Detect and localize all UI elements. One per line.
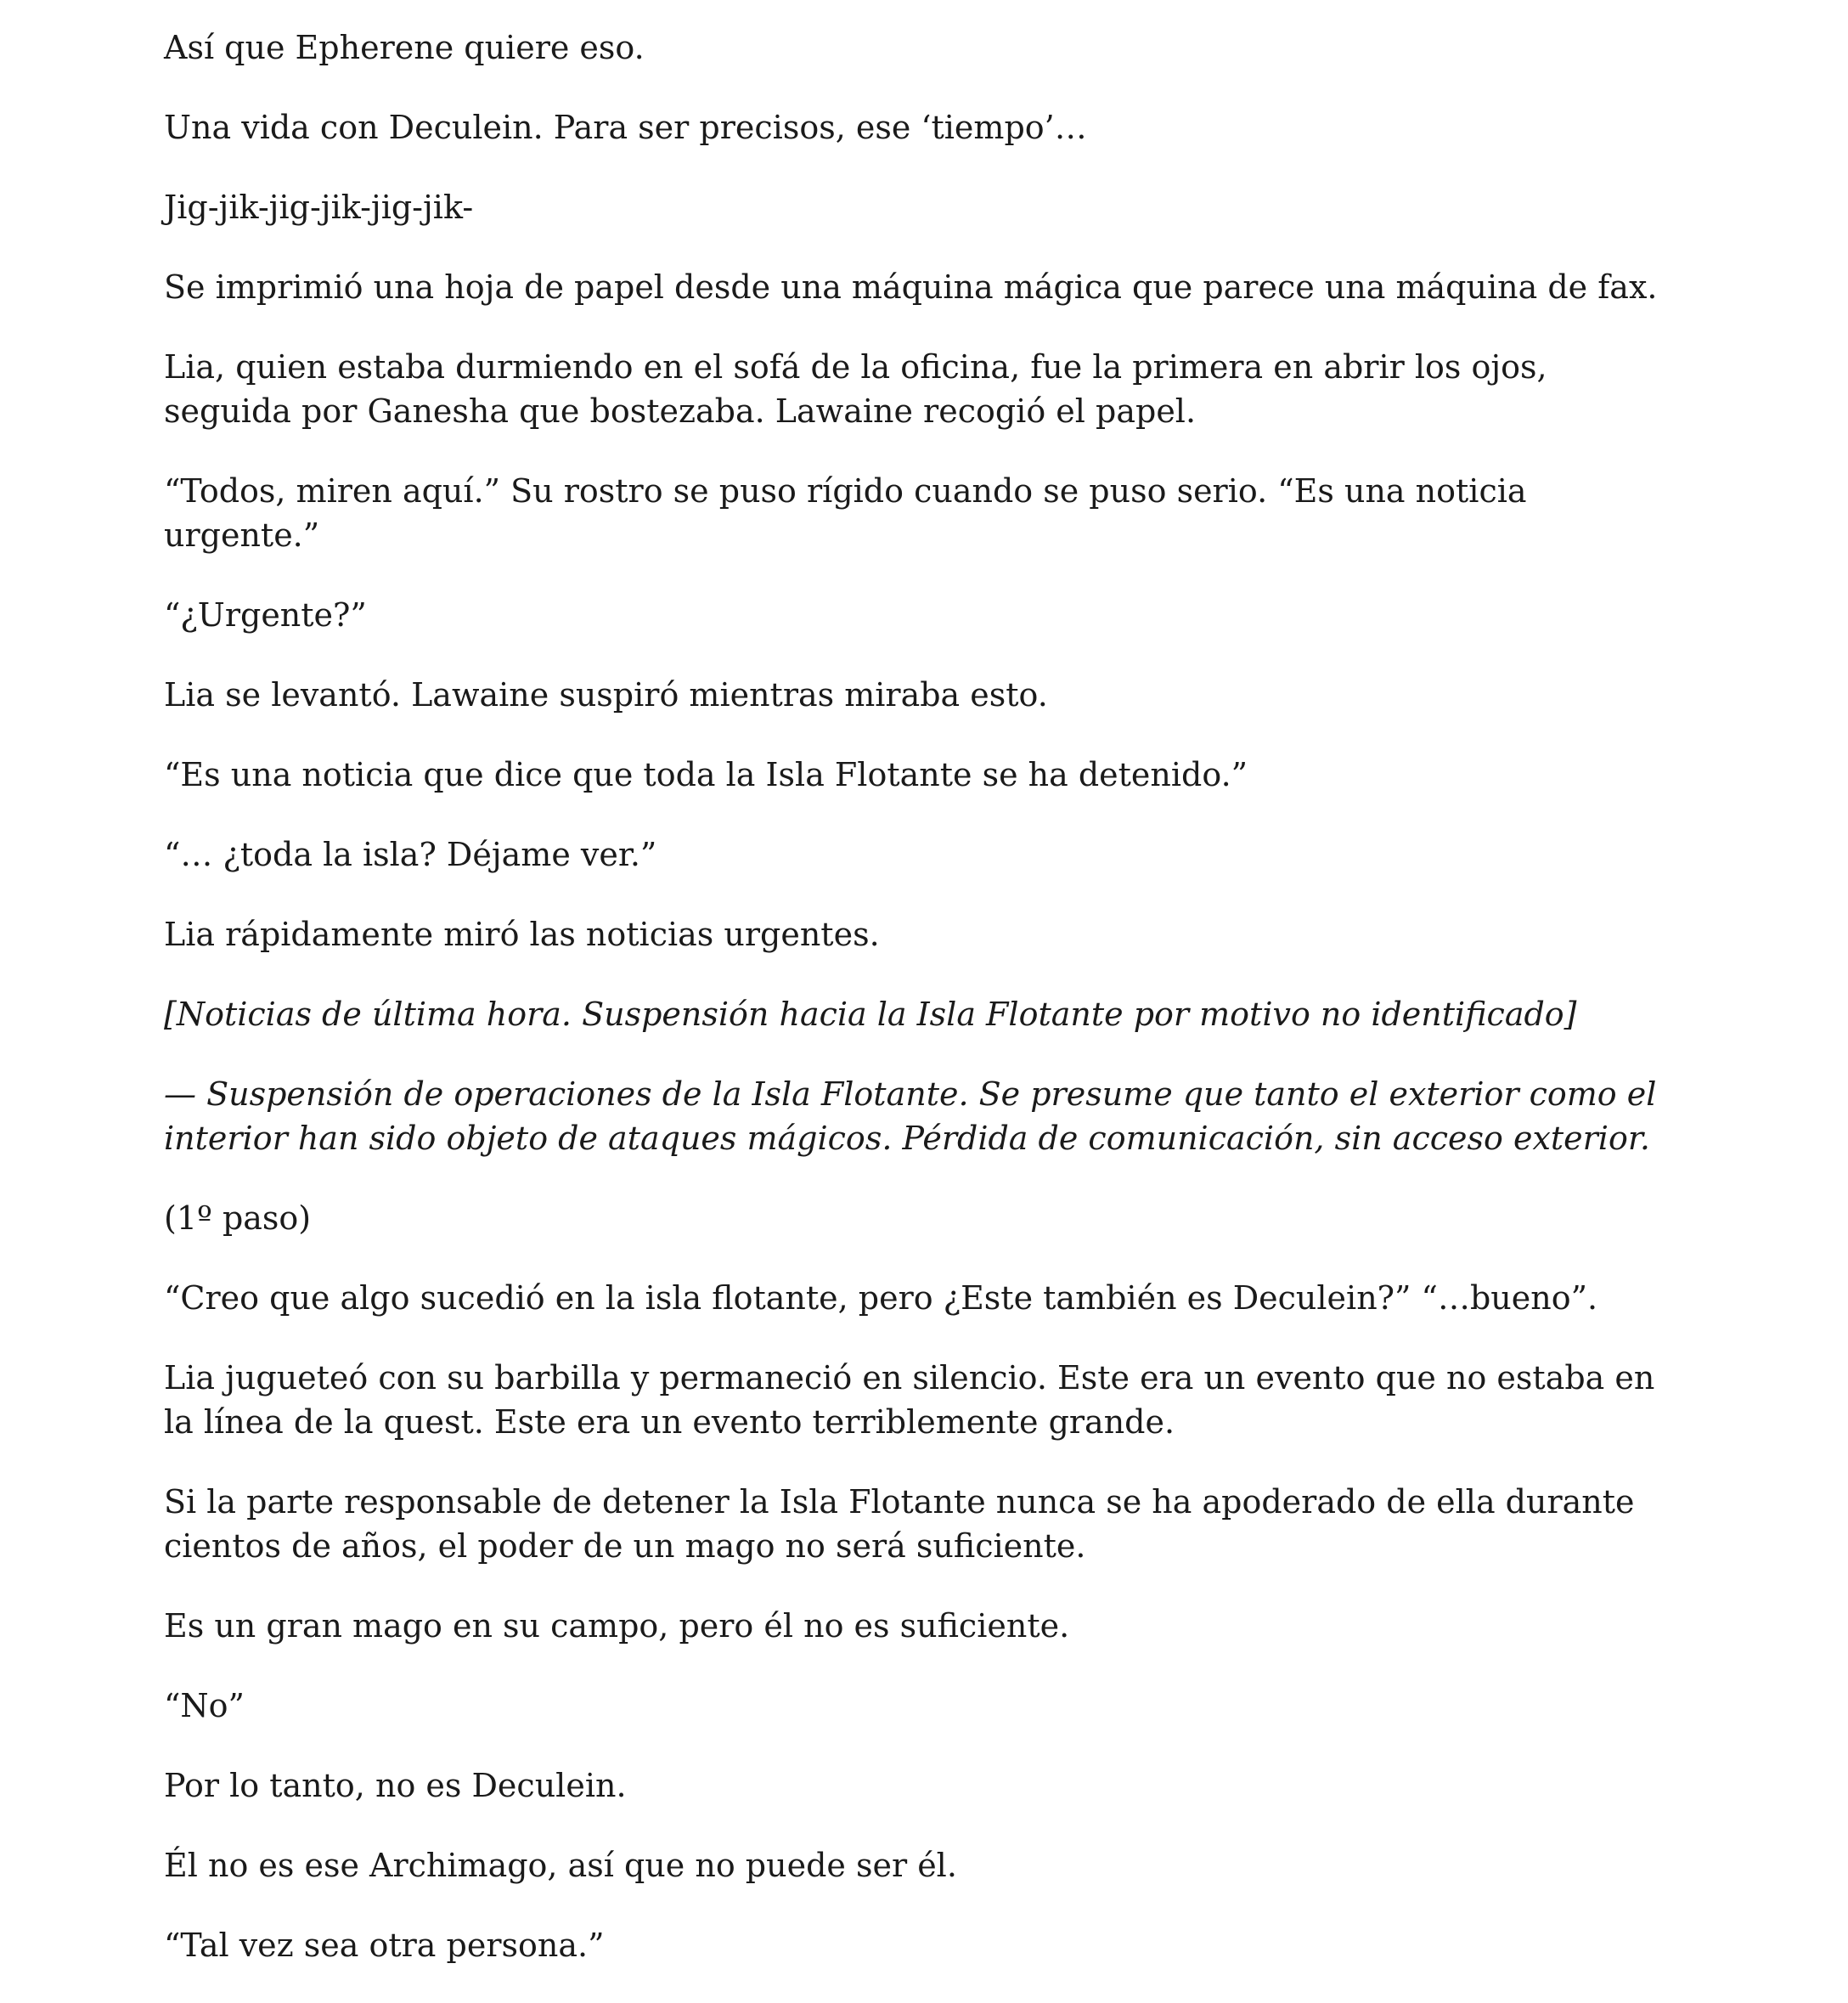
paragraph: “… ¿toda la isla? Déjame ver.” xyxy=(164,836,657,873)
document-page xyxy=(164,25,1684,2003)
paragraph: “Creo que algo sucedió en la isla flotante, pero ¿Este también es Deculein?” “…bueno”. xyxy=(164,1279,1598,1317)
news-headline: [Noticias de última hora. Suspensión hacia la Isla Flotante por motivo no identificado] xyxy=(164,996,1577,1033)
news-body: — Suspensión de operaciones de la Isla Flotante. Se presume que tanto el exterior como el interior han sido objeto de ataques mágicos. Pérdida de comunicación, sin acceso exterior. xyxy=(164,1075,1657,1157)
paragraph: Lia jugueteó con su barbilla y permaneció en silencio. Este era un evento que no estaba en la línea de la quest. Este era un evento terriblemente grande. xyxy=(164,1359,1655,1441)
paragraph: “Tal vez sea otra persona.” xyxy=(164,1927,605,1964)
paragraph: (1º paso) xyxy=(164,1199,312,1237)
paragraph: Es un gran mago en su campo, pero él no es suficiente. xyxy=(164,1607,1070,1645)
paragraph: “¿Urgente?” xyxy=(164,596,367,634)
paragraph: Si la parte responsable de detener la Isla Flotante nunca se ha apoderado de ella durante cientos de años, el poder de un mago no será suficiente. xyxy=(164,1483,1635,1565)
paragraph: Así que Epherene quiere eso. xyxy=(164,29,645,66)
paragraph: Se imprimió una hoja de papel desde una máquina mágica que parece una máquina de fax. xyxy=(164,268,1658,306)
paragraph: “Todos, miren aquí.” Su rostro se puso rígido cuando se puso serio. “Es una noticia urgente.” xyxy=(164,472,1527,554)
paragraph: Lia se levantó. Lawaine suspiró mientras miraba esto. xyxy=(164,676,1048,714)
paragraph: Por lo tanto, no es Deculein. xyxy=(164,1767,627,1804)
paragraph: Lia, quien estaba durmiendo en el sofá de la oficina, fue la primera en abrir los ojos, seguida por Ganesha que bostezaba. Lawaine recogió el papel. xyxy=(164,348,1547,430)
paragraph: Él no es ese Archimago, así que no puede ser él. xyxy=(164,1847,957,1884)
paragraph: “Es una noticia que dice que toda la Isla Flotante se ha detenido.” xyxy=(164,756,1248,793)
paragraph: Lia rápidamente miró las noticias urgentes. xyxy=(164,916,880,953)
paragraph: “No” xyxy=(164,1687,245,1724)
paragraph: Jig-jik-jig-jik-jig-jik- xyxy=(164,189,474,226)
paragraph: Una vida con Deculein. Para ser precisos, ese ‘tiempo’… xyxy=(164,109,1087,146)
